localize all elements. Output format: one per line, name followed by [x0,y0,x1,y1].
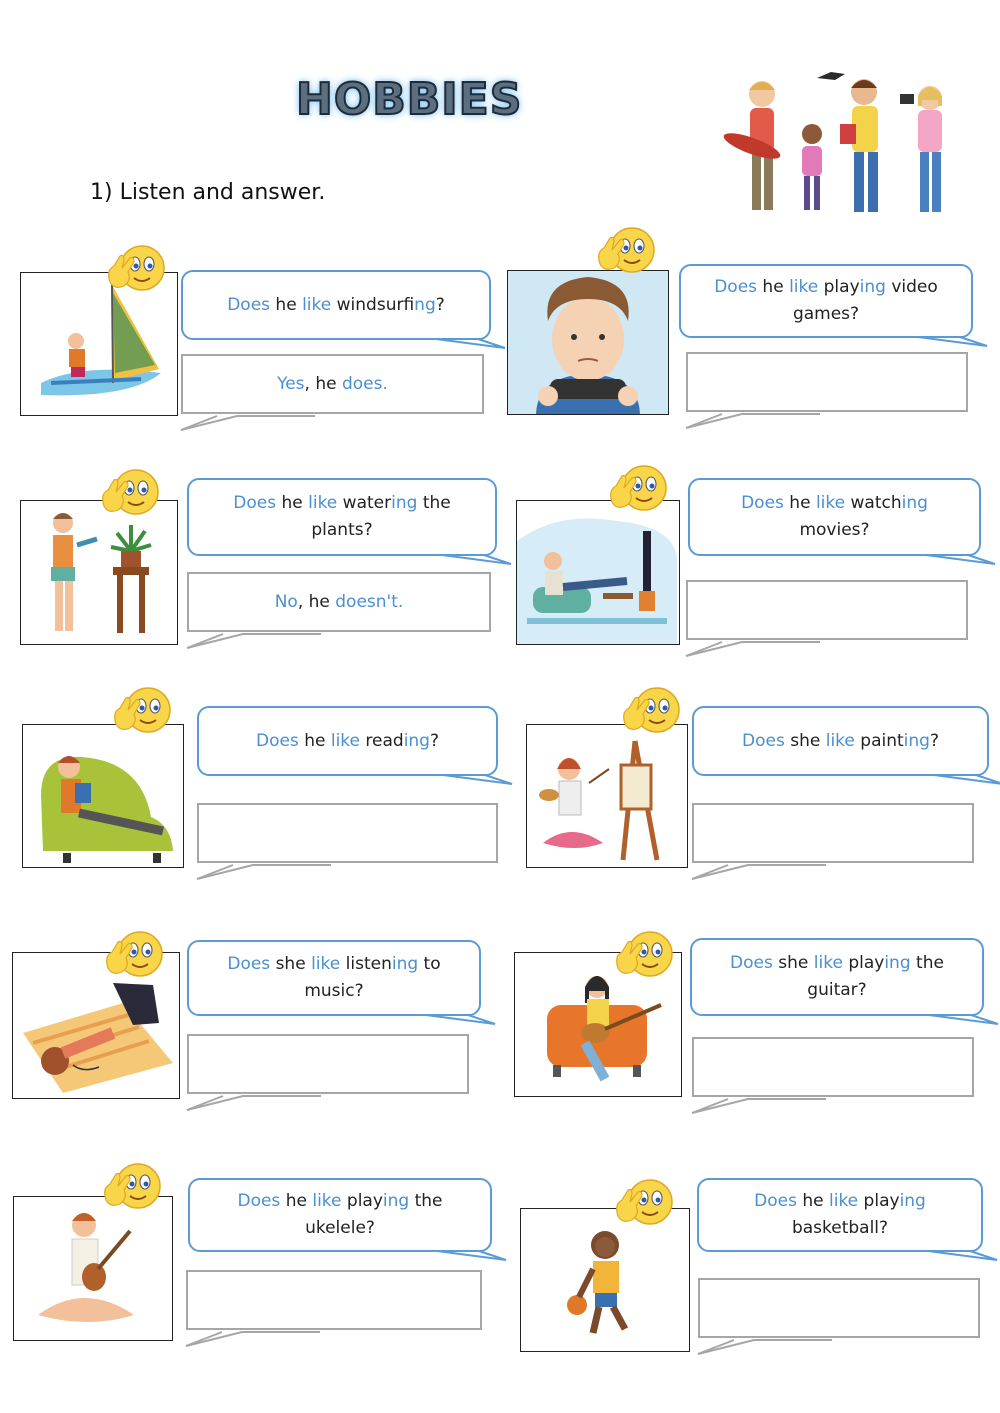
question-text: Does he like watching movies? [741,493,928,540]
answer-box[interactable] [197,803,498,863]
waving-smiley-icon [104,242,170,296]
question-bubble [188,1178,492,1252]
question-bubble [692,706,989,776]
question-bubble [197,706,498,776]
answer-box[interactable] [186,1270,482,1330]
answer-box[interactable] [698,1278,980,1338]
answer-box[interactable] [686,352,968,412]
answer-box[interactable] [187,1034,469,1094]
question-bubble [187,940,481,1016]
waving-smiley-icon [98,466,164,520]
playing-ukelele-picture [13,1196,173,1341]
waving-smiley-icon [619,684,685,738]
instruction: 1) Listen and answer. [90,180,326,205]
reading-picture [22,724,184,868]
question-text: Does she like painting? [742,730,939,751]
question-bubble [688,478,981,556]
answer-text: Yes, he does. [277,374,388,394]
answer-box[interactable] [692,803,974,863]
painting-picture [526,724,688,868]
question-text: Does he like playing video games? [714,277,938,324]
question-text: Does he like playing the ukelele? [237,1191,443,1238]
question-text: Does he like windsurfing? [227,294,445,315]
answer-box[interactable] [692,1037,974,1097]
watching-movies-picture [516,500,680,645]
question-text: Does he like watering the plants? [233,493,451,540]
question-bubble [679,264,973,338]
answer-box[interactable] [181,354,484,414]
waving-smiley-icon [606,462,672,516]
watering-plants-picture [20,500,178,645]
waving-smiley-icon [612,928,678,982]
answer-text: No, he doesn't. [274,592,404,612]
question-text: Does he like playing basketball? [754,1191,926,1238]
waving-smiley-icon [612,1176,678,1230]
question-text: Does she like playing the guitar? [730,953,944,1000]
worksheet-title: HOBBIES [296,74,523,125]
question-bubble [181,270,491,340]
waving-smiley-icon [594,224,660,278]
waving-smiley-icon [110,684,176,738]
question-text: Does he like reading? [255,730,440,751]
question-bubble [697,1178,983,1252]
question-bubble [690,938,984,1016]
waving-smiley-icon [102,928,168,982]
question-text: Does she like listening to music? [227,954,441,1001]
video-games-picture [507,270,669,415]
waving-smiley-icon [100,1160,166,1214]
kids-illustration [722,64,972,224]
answer-box[interactable] [686,580,968,640]
answer-box[interactable] [187,572,491,632]
question-bubble [187,478,497,556]
